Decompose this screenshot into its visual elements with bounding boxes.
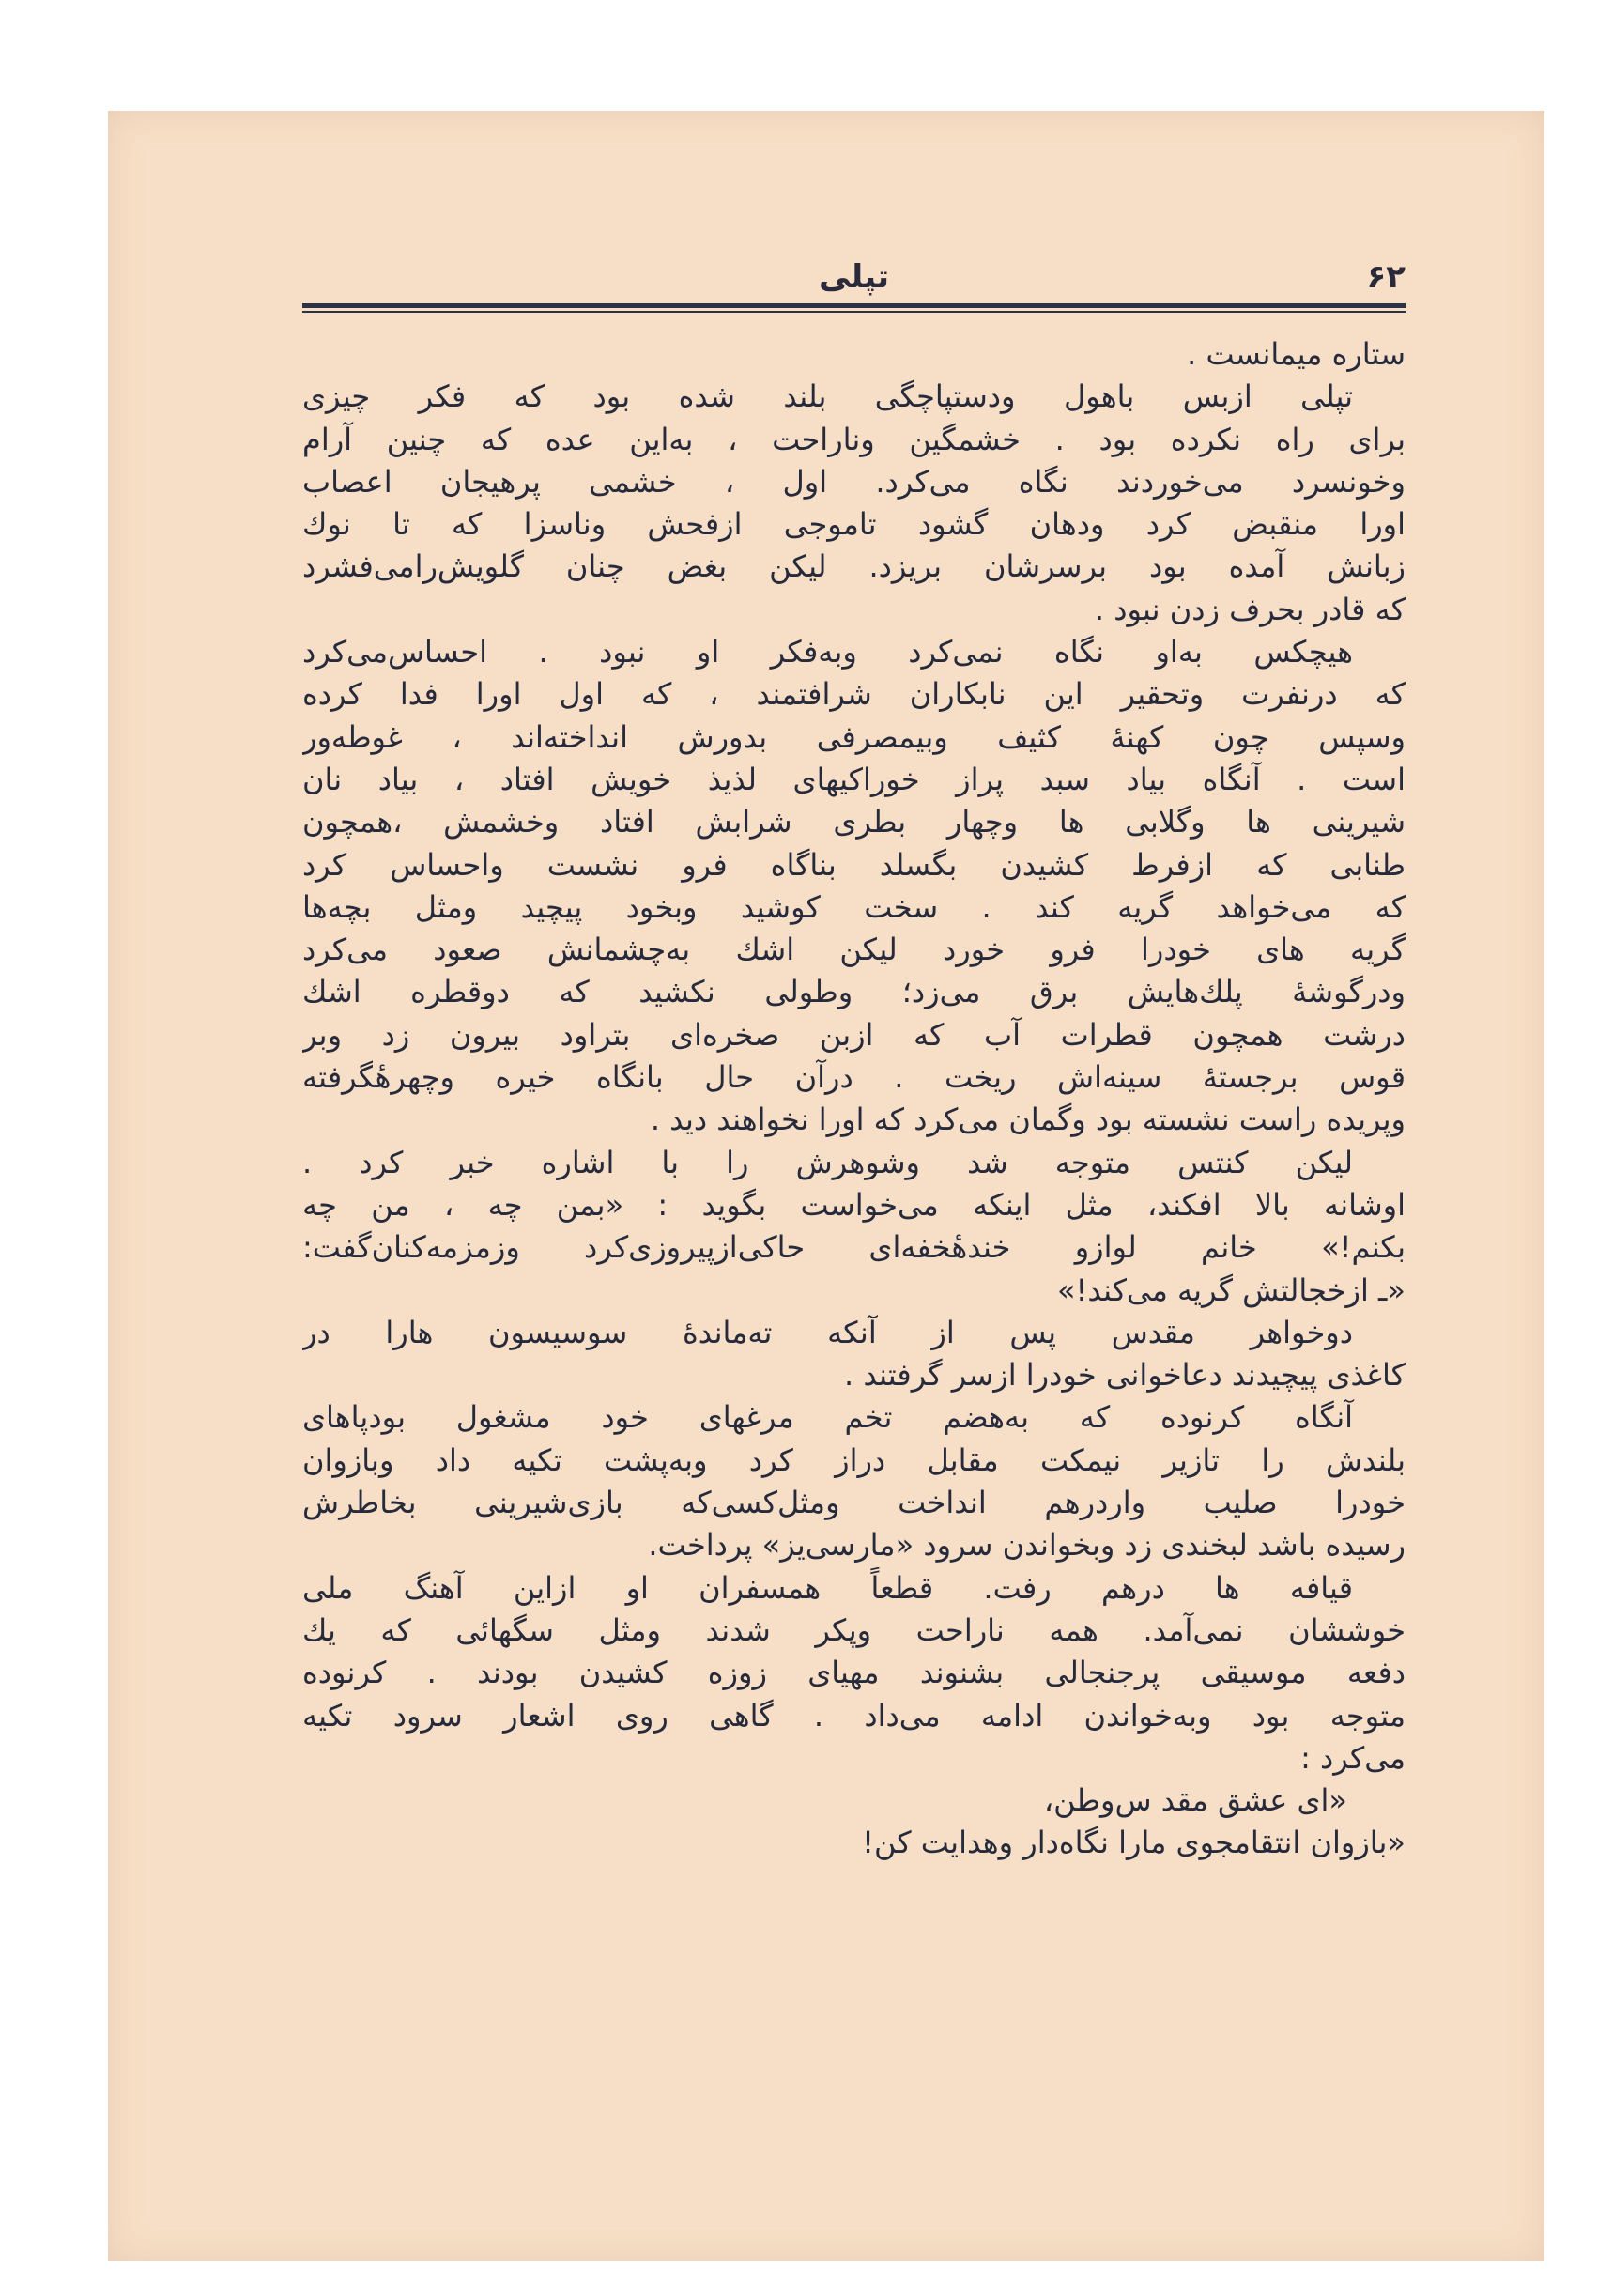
text-line: بلندش را تازیر نیمکت مقابل دراز کرد وبه‌پشت تکیه داد وبازوان [302,1441,1406,1478]
text-line: که می‌خواهد گریه کند . سخت کوشید وبخود پیچید ومثل بچه‌ها [302,888,1406,925]
text-line: وپریده راست نشسته بود وگمان می‌کرد که اورا نخواهند دید . [650,1102,1406,1138]
text-line: خوششان نمی‌آمد. همه ناراحت وپکر شدند ومثل سگهائی که یك [302,1611,1406,1648]
text-line: دوخواهر مقدس پس از آنکه ته‌ماندهٔ سوسیسون هارا در [302,1314,1353,1350]
text-line: تپلی ازبس باهول ودستپاچگی بلند شده بود که فکر چیزی [302,378,1353,415]
text-line: درشت همچون قطرات آب که ازبن صخره‌ای بتراود بیرون زد وبر [302,1016,1406,1053]
text-line: اوشانه بالا افکند، مثل اینکه می‌خواست بگوید : «بمن چه ، من چه [302,1186,1406,1223]
verse-line: «بازوان انتقامجوی مارا نگاه‌دار وهدایت کن! [862,1825,1406,1861]
text-line: بکنم!» خانم لوازو خندهٔخفه‌ای حاکی‌ازپیروزی‌کرد وزمزمه‌کنان‌گفت: [302,1229,1406,1266]
text-line: زبانش آمده بود برسرشان بریزد. لیکن بغض چنان گلویش‌رامی‌فشرد [302,548,1406,585]
text-line: رسیده باشد لبخندی زد وبخواندن سرود «مارسی‌یز» پرداخت. [648,1527,1406,1564]
text-line: دفعه موسیقی پرجنجالی بشنوند مهیای زوزه کشیدن بودند . کرنوده [302,1655,1406,1691]
text-line: قیافه ها درهم رفت. قطعاً همسفران او ازاین آهنگ ملی [302,1569,1353,1606]
page-number: ۶۲ [1366,258,1406,296]
text-line: «ـ ازخجالتش گریه می‌کند!» [1056,1271,1406,1308]
page-header [302,258,1406,300]
text-line: ودرگوشهٔ پلك‌هایش برق می‌زد؛ وطولی نکشید که دوقطره اشك [302,974,1406,1010]
text-line: گریه های خودرا فرو خورد لیکن اشك به‌چشمانش صعود می‌کرد [302,932,1406,968]
header-rule-thick [302,303,1406,308]
text-line: وخونسرد می‌خوردند نگاه می‌کرد. اول ، خشمی پرهیجان اعصاب [302,463,1406,500]
text-line: هیچکس به‌او نگاه نمی‌کرد وبه‌فکر او نبود . احساس‌می‌کرد [302,634,1353,670]
text-line: لیکن کنتس متوجه شد وشوهرش را با اشاره خبر کرد . [302,1144,1353,1180]
text-line: است . آنگاه بیاد سبد پراز خوراکیهای لذیذ خویش افتاد ، بیاد نان [302,761,1406,797]
text-line: قوس برجستهٔ سینه‌اش ریخت . درآن حال بانگاه خیره وچهرهٔگرفته [302,1059,1406,1096]
header-rule-thin [302,311,1406,313]
text-line: برای راه نکرده بود . خشمگین وناراحت ، به‌این عده که چنین آرام [302,421,1406,457]
text-line: وسپس چون کهنهٔ کثیف وبیمصرفی بدورش انداخته‌اند ، غوطه‌ور [302,718,1406,755]
verse-line: «ای عشق مقد س‌وطن، [1043,1782,1347,1819]
text-line: آنگاه کرنوده که به‌هضم تخم مرغهای خود مشغول بودپاهای [302,1399,1353,1436]
text-line: اورا منقبض کرد ودهان گشود تاموجی ازفحش وناسزا که تا نوك [302,506,1406,543]
text-line: که قادر بحرف زدن نبود . [1094,591,1406,627]
text-line: که درنفرت وتحقیر این نابکاران شرافتمند ، که اول اورا فدا کرده [302,676,1406,713]
running-title: تپلی [819,258,889,296]
text-line: کاغذی پیچیدند دعاخوانی خودرا ازسر گرفتند . [843,1357,1406,1394]
text-line: ستاره میمانست . [1187,336,1406,372]
text-line: متوجه بود وبه‌خواندن ادامه می‌داد . گاهی روی اشعار سرود تکیه [302,1697,1406,1734]
body-text [302,333,1406,1865]
text-line: خودرا صلیب واردرهم انداخت ومثل‌کسی‌که بازی‌شیرینی بخاطرش [302,1485,1406,1521]
text-line: طنابی که ازفرط کشیدن بگسلد بناگاه فرو نشست واحساس کرد [302,846,1406,883]
text-line: شیرینی ها وگلابی ها وچهار بطری شرابش افتاد وخشمش ،همچون [302,804,1406,840]
text-line: می‌کرد : [1300,1739,1406,1776]
